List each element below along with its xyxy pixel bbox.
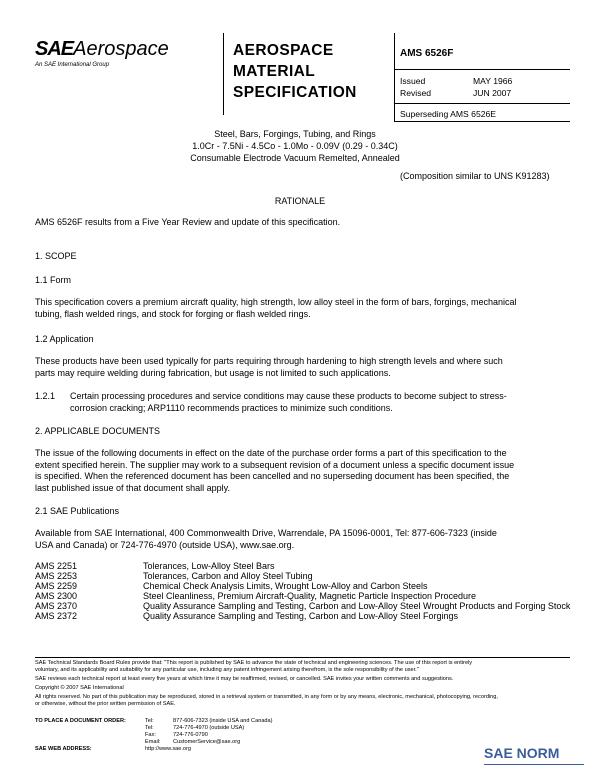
list-item: AMS 2259 Chemical Check Analysis Limits, Wrought Low-Alloy and Carbon Steels: [35, 581, 428, 591]
list-item: AMS 2300 Steel Cleanliness, Premium Aircraft-Quality, Magnetic Particle Inspection Procedure: [35, 591, 476, 601]
superseding: Superseding AMS 6526E: [400, 109, 497, 119]
issued-date: MAY 1966: [473, 76, 513, 86]
availability-paragraph: Available from SAE International, 400 Commonwealth Drive, Warrendale, PA 15096-0001, Tel: 877-606-7323 (inside USA and Canada) or 724-776-4970 (outside USA), www.sae.org.: [35, 528, 497, 550]
section-1-2-1: 1.2.1: [35, 391, 56, 401]
revised-label: Revised: [400, 88, 432, 98]
section-1-2: 1.2 Application: [35, 334, 94, 344]
list-item: AMS 2251 Tolerances, Low-Alloy Steel Bars: [35, 561, 275, 571]
section-1-2-1-paragraph: Certain processing procedures and service conditions may cause these products to become subject to stress- corrosion cracking; ARP1110 recommends practices to minimize such conditions.: [70, 391, 507, 413]
scope-heading: 1. SCOPE: [35, 251, 77, 261]
rationale-heading: RATIONALE: [274, 196, 326, 206]
section-1-1: 1.1 Form: [35, 275, 72, 285]
logo-tagline: An SAE International Group: [35, 62, 110, 68]
doc-number: AMS 6526F: [400, 48, 454, 59]
watermark-underline: [484, 764, 584, 765]
list-item: AMS 2370 Quality Assurance Sampling and Testing, Carbon and Low-Alloy Steel Wrought Products and Forging Stock: [35, 601, 571, 611]
list-item: AMS 2253 Tolerances, Carbon and Alloy Steel Tubing: [35, 571, 313, 581]
section-2-1: 2.1 SAE Publications: [35, 506, 120, 516]
document-list: [35, 561, 575, 621]
footer-divider: [35, 657, 570, 658]
form-paragraph: This specification covers a premium aircraft quality, high strength, low alloy steel in the form of bars, forgings, mechanical tubing, flash welded rings, and stock for forging or flash welded rings.: [35, 297, 517, 319]
subject-block: Steel, Bars, Forgings, Tubing, and Rings 1.0Cr - 7.5Ni - 4.5Co - 1.0Mo - 0.09V (0.29 - 0.34C) Consumable Electrode Vacuum Remelted, Annealed: [190, 129, 400, 163]
sae-aerospace-logo: SAEAerospace: [35, 38, 169, 60]
watermark-text: SAE NORM: [484, 745, 560, 761]
sae-norm-watermark: [484, 745, 594, 769]
applicable-heading: 2. APPLICABLE DOCUMENTS: [35, 426, 161, 436]
footer-legal: SAE Technical Standards Board Rules provide that: "This report is published by SAE to advance the state of technical and engineering sciences. The use of this report is entirely voluntary, and its applicability and suitability for any particular use, including any patent infringement arising therefrom, is the sole responsibility of the user." SAE reviews each technical report at least every five years at which time it may be reaffirmed, revised, or cancelled. SAE invites your written comments and suggestions. Copyright © 2007 SAE International All rights reserved. No part of this publication may be reproduced, stored in a retrieval system or transmitted, in any form or by any means, electronic, mechanical, photocopying, recording, or otherwise, without the prior written permission of SAE.: [35, 660, 498, 707]
order-contacts: TO PLACE A DOCUMENT ORDER: Tel: 877-606-7323 (inside USA and Canada) Tel: 724-776-4970 (outside USA) Fax: 724-776-0790 Email: CustomerService@sae.org SAE WEB ADDRESS: http://www.sae.org: [35, 718, 273, 752]
composition-note: (Composition similar to UNS K91283): [400, 171, 550, 181]
issued-label: Issued: [400, 76, 426, 86]
rationale-text: AMS 6526F results from a Five Year Review and update of this specification.: [35, 217, 341, 227]
doc-type-title: AEROSPACE MATERIAL SPECIFICATION: [233, 42, 357, 101]
list-item: AMS 2372 Quality Assurance Sampling and Testing, Carbon and Low-Alloy Steel Forgings: [35, 611, 459, 621]
revised-date: JUN 2007: [473, 88, 512, 98]
applicable-paragraph: The issue of the following documents in effect on the date of the purchase order forms a part of this specification to the extent specified herein. The supplier may work to a subsequent revision of a document unless a specific document issue is specified. When the referenced document has been cancelled and no superseding document has been specified, the last published issue of that document shall apply.: [35, 448, 515, 493]
application-paragraph: These products have been used typically for parts requiring through hardening to high strength levels and where such parts may require welding during fabrication, but usage is not limited to such applications.: [35, 356, 503, 378]
